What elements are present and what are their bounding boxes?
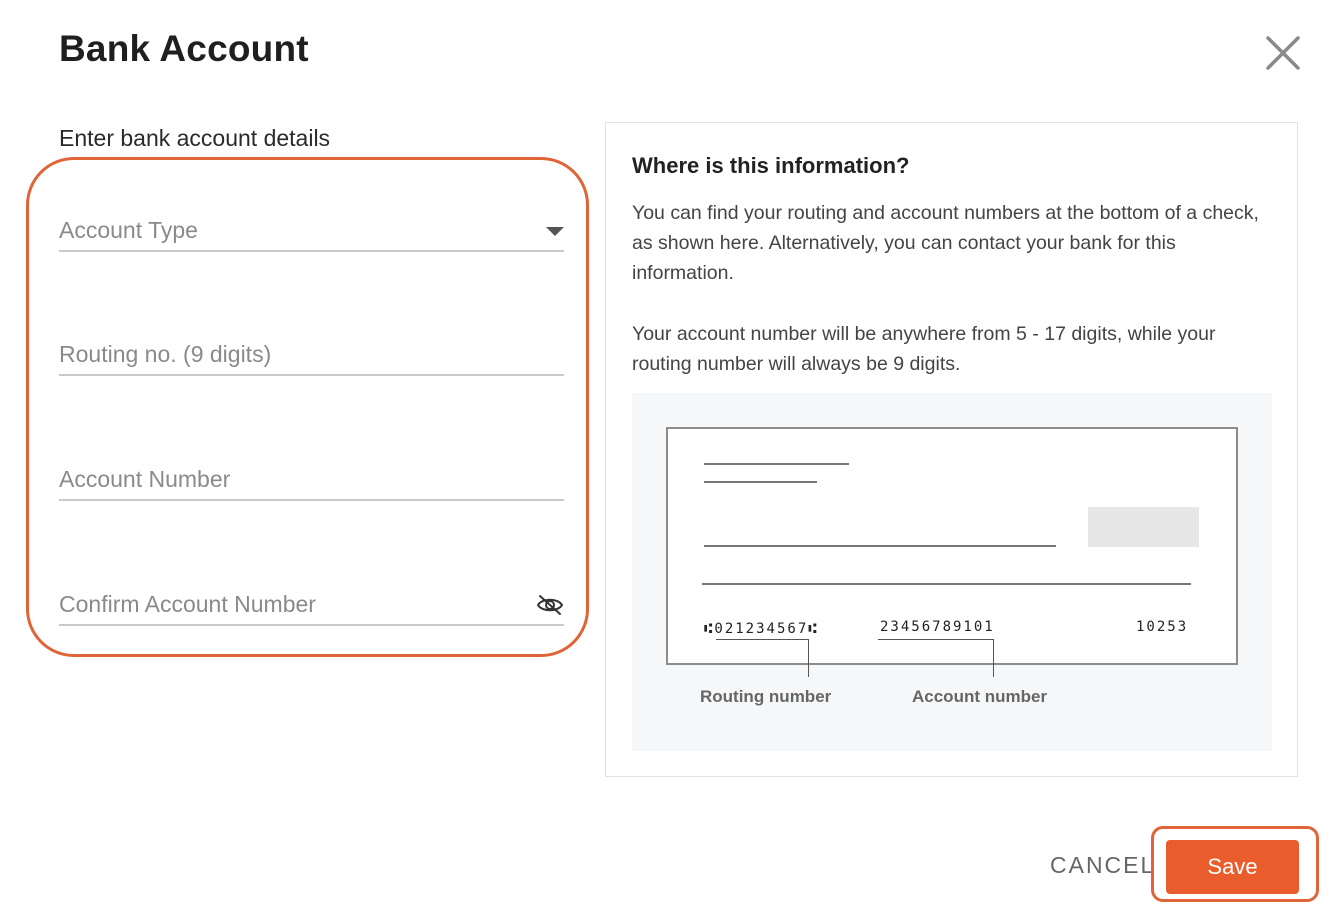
account-type-select[interactable] bbox=[59, 210, 564, 252]
section-label: Enter bank account details bbox=[59, 125, 331, 151]
check-line bbox=[704, 463, 849, 465]
account-number-input[interactable] bbox=[59, 459, 564, 501]
info-panel bbox=[605, 122, 1298, 777]
info-heading: Where is this information? bbox=[632, 153, 910, 178]
account-leader-line bbox=[878, 639, 993, 640]
account-type-placeholder: Account Type bbox=[59, 217, 198, 243]
account-number-placeholder: Account Number bbox=[59, 466, 231, 492]
routing-number-placeholder: Routing no. (9 digits) bbox=[59, 341, 272, 367]
routing-number-caption: Routing number bbox=[700, 687, 832, 706]
routing-leader-line bbox=[808, 639, 809, 677]
account-number-caption: Account number bbox=[912, 687, 1048, 706]
confirm-account-number-placeholder: Confirm Account Number bbox=[59, 591, 316, 617]
check-illustration bbox=[632, 393, 1272, 751]
close-icon[interactable] bbox=[1262, 32, 1304, 74]
check-line bbox=[704, 481, 817, 483]
check-line bbox=[702, 583, 1191, 585]
info-paragraph-1: You can find your routing and account numbers at the bottom of a check, as shown here. Alternatively, you can contact your bank for this information. bbox=[632, 202, 1259, 284]
account-leader-line bbox=[993, 639, 994, 677]
micr-check-number: 10253 bbox=[1136, 619, 1189, 635]
sample-check bbox=[666, 427, 1238, 665]
cancel-button[interactable]: CANCEL bbox=[1050, 852, 1156, 878]
dialog-title: Bank Account bbox=[59, 28, 309, 69]
check-line bbox=[704, 545, 1056, 547]
confirm-account-number-input[interactable] bbox=[59, 584, 564, 626]
save-button[interactable]: Save bbox=[1166, 840, 1299, 894]
dropdown-caret-icon[interactable] bbox=[546, 227, 564, 236]
check-amount-box bbox=[1088, 507, 1199, 547]
micr-routing: ⑆021234567⑆ bbox=[704, 621, 819, 637]
micr-account: 23456789101 bbox=[880, 619, 995, 635]
routing-number-input[interactable] bbox=[59, 334, 564, 376]
info-paragraph-2: Your account number will be anywhere from 5 - 17 digits, while your routing number will always be 9 digits. bbox=[632, 323, 1216, 375]
routing-leader-line bbox=[716, 639, 808, 640]
eye-off-icon[interactable] bbox=[536, 594, 564, 616]
